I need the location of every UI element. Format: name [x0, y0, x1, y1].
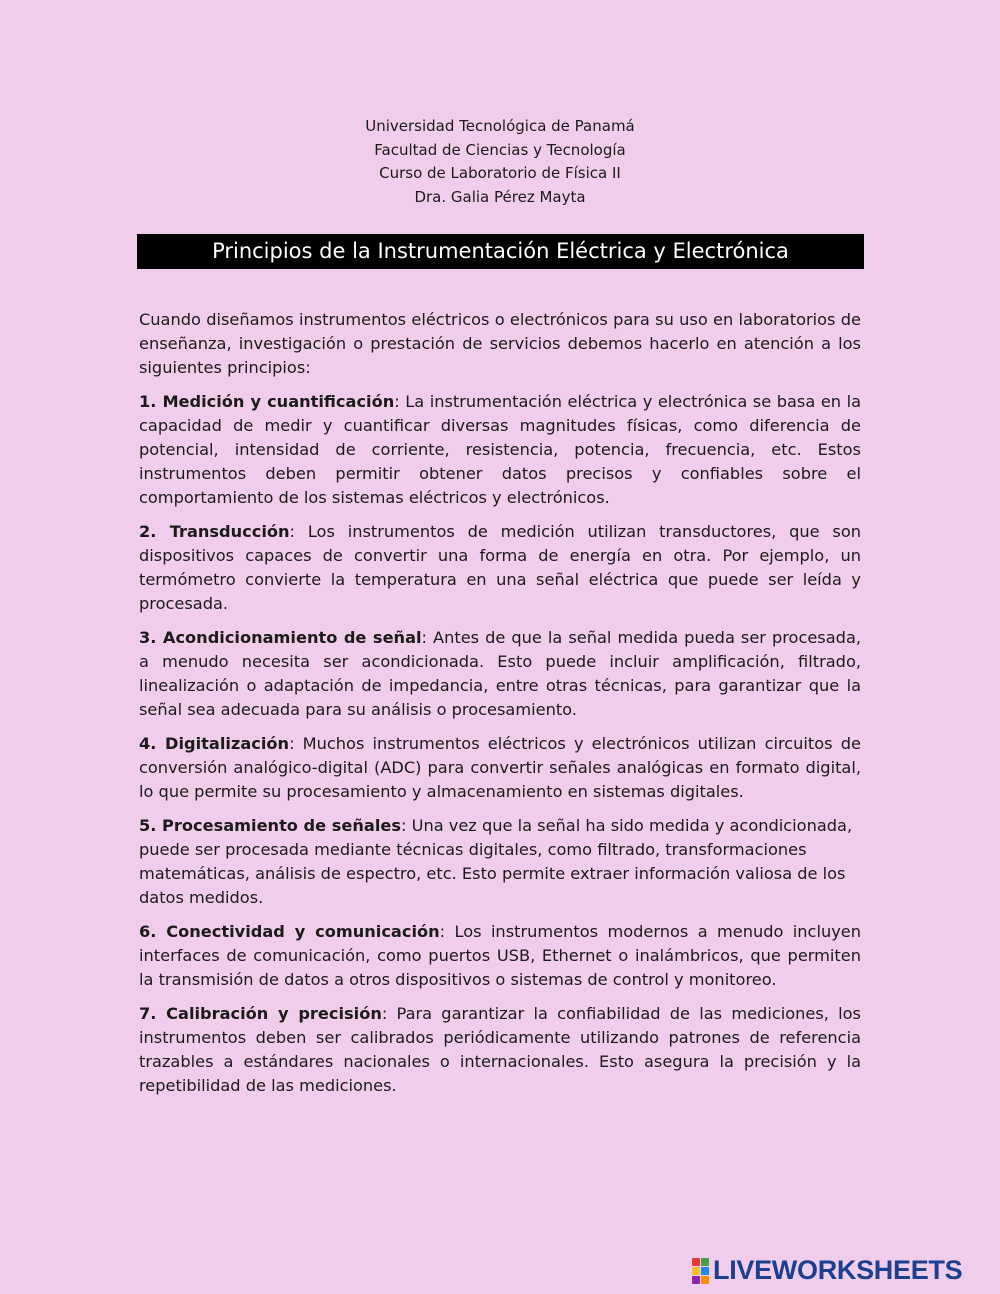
- intro-paragraph: Cuando diseñamos instrumentos eléctricos o electrónicos para su uso en laboratorios de enseñanza, investigación o prestación de servicios debemos hacerlo en atención a los siguientes principios:: [139, 310, 861, 377]
- brand-name: LIVEWORKSHEETS: [713, 1254, 963, 1285]
- liveworksheets-brand[interactable]: [692, 1256, 992, 1284]
- principle-text: : Los instrumentos modernos a menudo incluyen interfaces de comunicación, como puertos USB, Ethernet o inalámbricos, que permiten la transmisión de datos a otros dispositivos o sistemas de control y monitoreo.: [139, 922, 862, 989]
- principle-text: : La instrumentación eléctrica y electrónica se basa en la capacidad de medir y cuantificar diversas magnitudes físicas, como diferencia de potencial, intensidad de corriente, resistencia, potencia, frecuencia, etc. Estos instrumentos deben permitir obtener datos precisos y confiables sobre el comportamiento de los sistemas eléctricos y electrónicos.: [139, 392, 861, 507]
- principle-heading: 6. Conectividad y comunicación: [139, 922, 440, 941]
- principle-heading: 5. Procesamiento de señales: [139, 816, 401, 835]
- principle-text: : Muchos instrumentos eléctricos y electrónicos utilizan circuitos de conversión analógico-digital (ADC) para convertir señales analógicas en formato digital, lo que permite su procesamiento y almacenamiento en sistemas digitales.: [139, 734, 861, 801]
- principle-heading: 4. Digitalización: [139, 734, 290, 753]
- document-header: [0, 115, 1000, 209]
- principle-heading: 1. Medición y cuantificación: [139, 392, 395, 411]
- principle-heading: 2. Transducción: [139, 522, 290, 541]
- principle-text: : Una vez que la señal ha sido medida y acondicionada, puede ser procesada mediante técnicas digitales, como filtrado, transformaciones matemáticas, análisis de espectro, etc. Esto permite extraer información valiosa de los datos medidos.: [139, 816, 853, 907]
- principle-paragraph: [139, 390, 861, 510]
- principle-heading: 7. Calibración y precisión: [139, 1004, 382, 1023]
- principle-paragraph: [139, 814, 861, 910]
- principle-text: : Los instrumentos de medición utilizan transductores, que son dispositivos capaces de convertir una forma de energía en otra. Por ejemplo, un termómetro convierte la temperatura en una señal eléctrica que puede ser leída y procesada.: [139, 522, 861, 613]
- university-name: Universidad Tecnológica de Panamá: [365, 117, 635, 135]
- principle-paragraph: [139, 626, 861, 722]
- document-body: [139, 308, 861, 1108]
- course-name: Curso de Laboratorio de Física II: [379, 164, 621, 182]
- professor-name: Dra. Galia Pérez Mayta: [414, 187, 586, 206]
- liveworksheets-logo-icon: [692, 1258, 709, 1282]
- principle-text: : Antes de que la señal medida pueda ser procesada, a menudo necesita ser acondicionada. Esto puede incluir amplificación, filtrado, linealización o adaptación de impedancia, entre otras técnicas, para garantizar que la señal sea adecuada para su análisis o procesamiento.: [139, 628, 862, 719]
- principle-paragraph: [139, 520, 861, 616]
- principle-paragraph: [139, 920, 861, 992]
- faculty-name: Facultad de Ciencias y Tecnología: [374, 140, 626, 159]
- principle-text: : Para garantizar la confiabilidad de las mediciones, los instrumentos deben ser calibrados periódicamente utilizando patrones de referencia trazables a estándares nacionales o internacionales. Esto asegura la precisión y la repetibilidad de las mediciones.: [139, 1004, 861, 1095]
- principle-paragraph: [139, 1002, 861, 1098]
- principle-paragraph: [139, 732, 861, 804]
- document-title: Principios de la Instrumentación Eléctrica y Electrónica: [137, 234, 864, 269]
- principle-heading: 3. Acondicionamiento de señal: [139, 628, 422, 647]
